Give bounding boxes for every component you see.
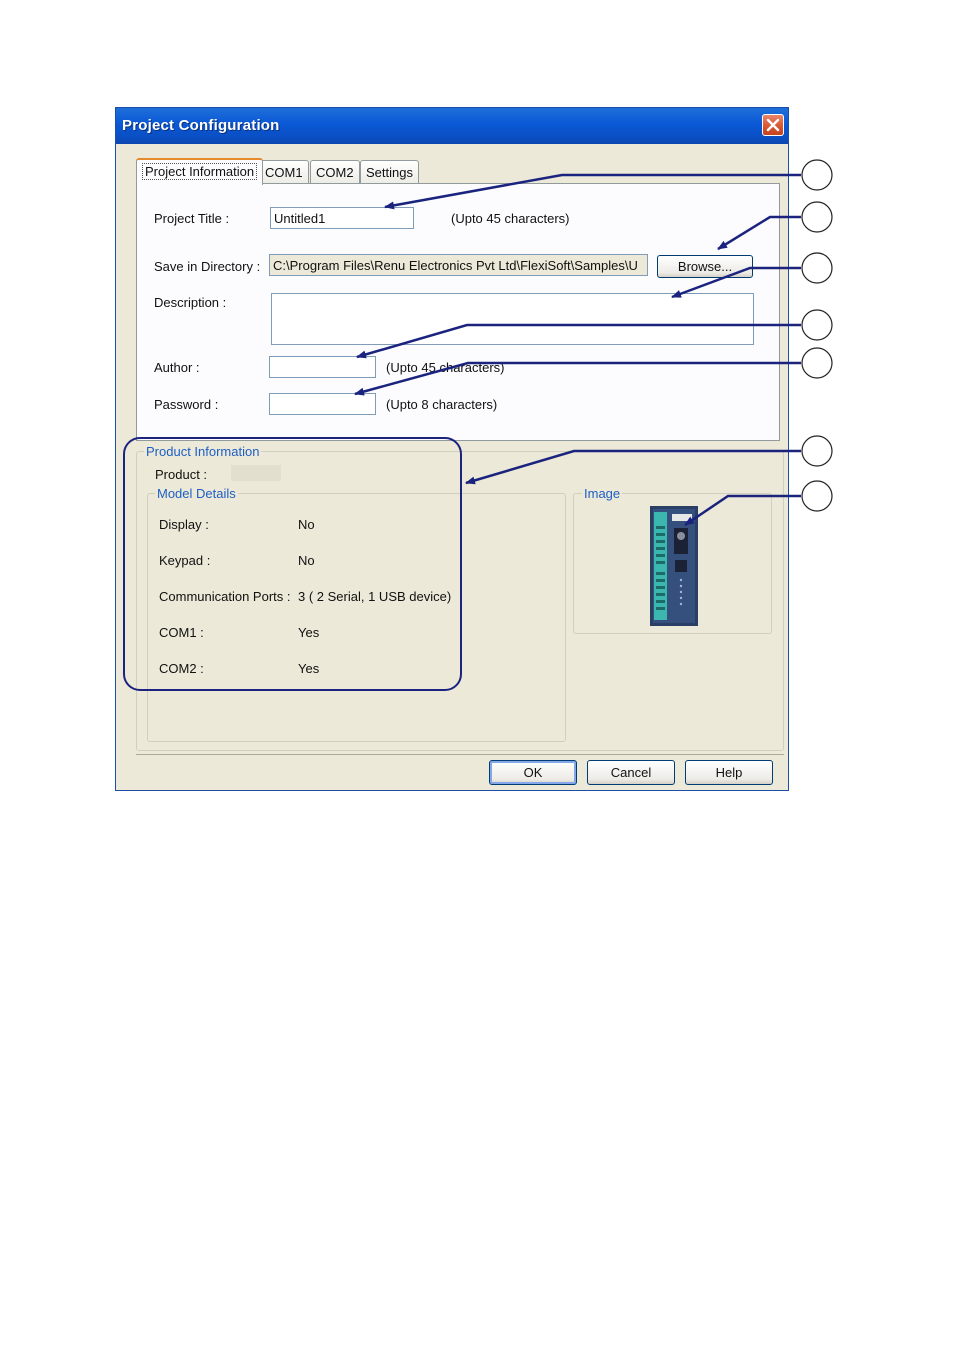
project-title-hint: (Upto 45 characters): [451, 211, 570, 226]
callout-circle-1: [802, 160, 832, 190]
tab-settings[interactable]: Settings: [360, 160, 419, 184]
ok-button[interactable]: OK: [489, 760, 577, 785]
cancel-button[interactable]: Cancel: [587, 760, 675, 785]
password-hint: (Upto 8 characters): [386, 397, 498, 412]
callout-arrow-6: [466, 451, 801, 483]
tab-com2[interactable]: COM2: [310, 160, 360, 184]
window-title: Project Configuration: [122, 117, 280, 134]
browse-button[interactable]: Browse...: [657, 255, 753, 278]
model-details-legend: Model Details: [157, 486, 236, 501]
com1-value: Yes: [298, 625, 320, 640]
product-label: Product :: [155, 467, 208, 482]
callout-arrow-1: [385, 175, 801, 207]
keypad-label: Keypad :: [159, 553, 211, 568]
product-information-legend: Product Information: [146, 444, 260, 459]
callout-arrow-5: [355, 363, 801, 394]
com1-label: COM1 :: [159, 625, 204, 640]
communication-ports-value: 3 ( 2 Serial, 1 USB device): [298, 589, 452, 604]
communication-ports-label: Communication Ports :: [159, 589, 291, 604]
callout-circle-5: [802, 348, 832, 378]
tab-com1[interactable]: COM1: [259, 160, 309, 184]
description-label: Description :: [154, 295, 227, 310]
callout-arrow-2: [718, 217, 801, 249]
callout-circle-3: [802, 253, 832, 283]
callout-arrow-7: [685, 496, 801, 525]
author-label: Author :: [154, 360, 200, 375]
com2-label: COM2 :: [159, 661, 204, 676]
callout-circle-2: [802, 202, 832, 232]
display-value: No: [298, 517, 315, 532]
callout-circle-4: [802, 310, 832, 340]
project-title-input[interactable]: Untitled1: [270, 207, 414, 229]
com2-value: Yes: [298, 661, 320, 676]
display-label: Display :: [159, 517, 209, 532]
callout-arrow-3: [672, 268, 801, 297]
callout-arrow-4: [357, 325, 801, 357]
tab-project-information[interactable]: Project Information: [136, 158, 263, 185]
save-directory-field[interactable]: C:\Program Files\Renu Electronics Pvt Ltd\FlexiSoft\Samples\U: [269, 254, 648, 276]
author-hint: (Upto 45 characters): [386, 360, 505, 375]
callout-circle-6: [802, 436, 832, 466]
keypad-value: No: [298, 553, 315, 568]
project-title-label: Project Title :: [154, 211, 230, 226]
help-button[interactable]: Help: [685, 760, 773, 785]
save-directory-label: Save in Directory :: [154, 259, 261, 274]
password-label: Password :: [154, 397, 219, 412]
image-legend: Image: [584, 486, 621, 501]
product-information-highlight: [124, 438, 461, 690]
callout-circle-7: [802, 481, 832, 511]
